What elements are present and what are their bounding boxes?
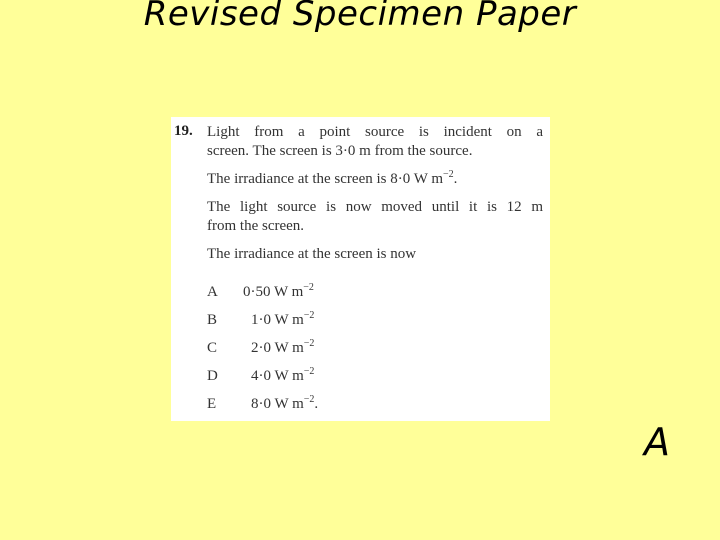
irradiance-statement-text: The irradiance at the screen is 8·0 W m [207, 171, 444, 187]
option-exponent: −2 [303, 394, 315, 405]
slide-title: Revised Specimen Paper [143, 0, 577, 34]
question-text-line-1: Light from a point source is incident on a [207, 124, 543, 140]
option-value-wrapper [251, 311, 314, 330]
option-value-wrapper [243, 283, 314, 302]
answer-mark: A [644, 420, 670, 464]
option-letter: C [207, 340, 218, 356]
question-prompt: The irradiance at the screen is now [207, 246, 417, 262]
option-value: 2·0 W m [251, 340, 304, 356]
option-letter: D [207, 368, 218, 384]
option-value: 1·0 W m [251, 312, 304, 328]
option-value: 4·0 W m [251, 368, 304, 384]
option-exponent: −2 [303, 366, 315, 377]
option-letter: B [207, 312, 218, 328]
question-move-line-1: The light source is now moved until it is 12 m [207, 199, 543, 215]
option-letter: A [207, 284, 218, 300]
option-exponent: −2 [303, 310, 315, 321]
question-number: 19. [174, 123, 193, 139]
option-value-wrapper [251, 367, 314, 386]
option-value-wrapper [251, 395, 318, 414]
question-text-line-2: screen. The screen is 3·0 m from the source. [207, 143, 473, 159]
option-end: . [314, 396, 319, 412]
irradiance-statement-end: . [453, 171, 458, 187]
irradiance-statement-exponent: −2 [443, 169, 454, 180]
question-card [171, 117, 550, 421]
question-irradiance-statement [207, 170, 543, 189]
option-exponent: −2 [303, 282, 314, 293]
option-exponent: −2 [303, 338, 315, 349]
question-move-line-2: from the screen. [207, 218, 305, 234]
option-value: 0·50 W m [243, 284, 304, 300]
option-value-wrapper [251, 339, 314, 358]
option-letter: E [207, 396, 217, 412]
option-value: 8·0 W m [251, 396, 304, 412]
